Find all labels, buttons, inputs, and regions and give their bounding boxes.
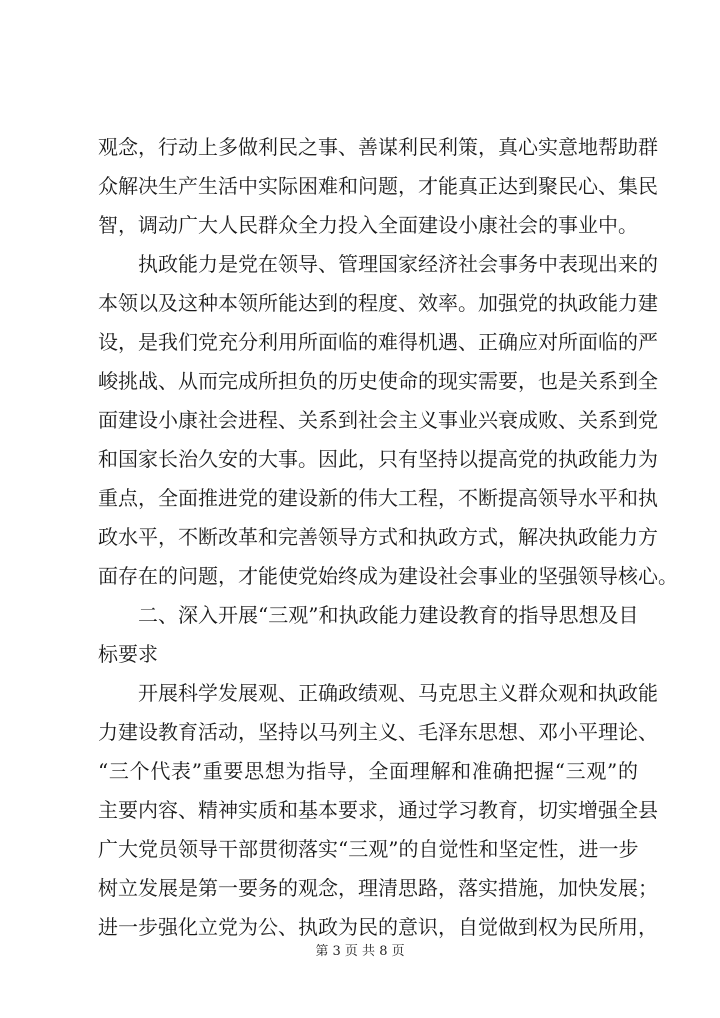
text-line: 重点，全面推进党的建设新的伟大工程，不断提高领导水平和执 (98, 486, 658, 510)
text-line: 力建设教育活动，坚持以马列主义、毛泽东思想、邓小平理论、 (98, 720, 658, 744)
text-line: 面建设小康社会进程、关系到社会主义事业兴衰成败、关系到党 (98, 408, 658, 432)
text-line: 政水平，不断改革和完善领导方式和执政方式，解决执政能力方 (98, 525, 658, 549)
section-heading-line: 标要求 (98, 642, 158, 666)
text-line: 树立发展是第一要务的观念，理清思路，落实措施，加快发展； (98, 876, 658, 900)
text-line: 执政能力是党在领导、管理国家经济社会事务中表现出来的 (138, 252, 658, 276)
text-line: 峻挑战、从而完成所担负的历史使命的现实需要，也是关系到全 (98, 369, 658, 393)
page-footer: 第 3 页 共 8 页 (315, 944, 405, 959)
text-line: 开展科学发展观、正确政绩观、马克思主义群众观和执政能 (138, 681, 658, 705)
text-line: 观念，行动上多做利民之事、善谋利民利策，真心实意地帮助群 (98, 135, 658, 159)
text-line: 和国家长治久安的大事。因此，只有坚持以提高党的执政能力为 (98, 447, 658, 471)
text-line: 智，调动广大人民群众全力投入全面建设小康社会的事业中。 (98, 213, 638, 237)
text-line: “三个代表”重要思想为指导，全面理解和准确把握“三观”的 (98, 759, 638, 783)
text-line: 面存在的问题，才能使党始终成为建设社会事业的坚强领导核心。 (98, 564, 678, 588)
text-line: 本领以及这种本领所能达到的程度、效率。加强党的执政能力建 (98, 291, 658, 315)
text-line: 设，是我们党充分利用所面临的难得机遇、正确应对所面临的严 (98, 330, 658, 354)
text-line: 众解决生产生活中实际困难和问题，才能真正达到聚民心、集民 (98, 174, 658, 198)
text-line: 广大党员领导干部贯彻落实“三观”的自觉性和坚定性，进一步 (98, 837, 639, 861)
document-body (98, 128, 678, 947)
text-line: 主要内容、精神实质和基本要求，通过学习教育，切实增强全县 (98, 798, 658, 822)
text-line: 进一步强化立党为公、执政为民的意识，自觉做到权为民所用， (98, 915, 658, 939)
section-heading-line: 二、深入开展“三观”和执政能力建设教育的指导思想及目 (138, 603, 639, 627)
